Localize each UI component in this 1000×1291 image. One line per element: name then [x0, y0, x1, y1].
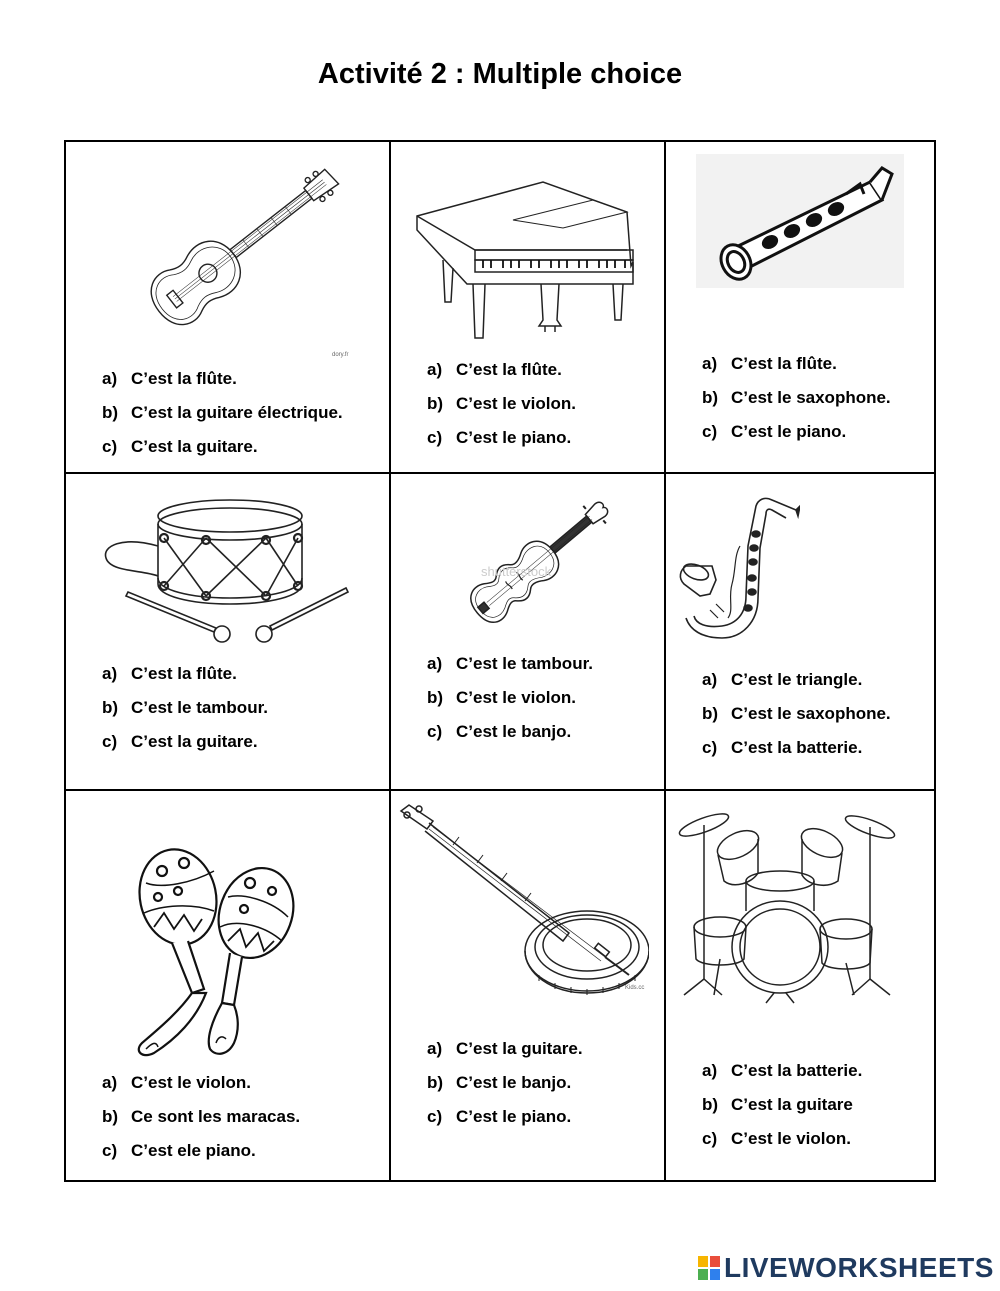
answer-option-c[interactable]: c) C’est le piano.	[702, 422, 847, 441]
question-card-violin	[391, 474, 666, 791]
answer-option-b[interactable]: b) C’est le banjo.	[427, 1073, 572, 1092]
answer-options	[102, 369, 343, 471]
answer-options	[427, 654, 593, 756]
drum-image	[102, 486, 354, 648]
logo-mark-icon	[698, 1256, 720, 1280]
answer-option-a[interactable]: a) C’est la flûte.	[102, 369, 237, 388]
answer-option-c[interactable]: c) C’est le violon.	[702, 1129, 851, 1148]
drum-kit-image	[674, 799, 898, 1007]
answer-options	[102, 664, 268, 766]
answer-option-b[interactable]: b) C’est la guitare électrique.	[102, 403, 343, 422]
answer-option-b[interactable]: b) C’est le violon.	[427, 394, 576, 413]
answer-option-c[interactable]: c) C’est la guitare.	[102, 437, 258, 456]
grand-piano-image	[413, 180, 643, 342]
question-card-banjo	[391, 791, 666, 1180]
banjo-image	[399, 801, 649, 1007]
maracas-image	[132, 843, 308, 1059]
answer-options	[702, 670, 891, 772]
answer-option-b[interactable]: b) C’est le tambour.	[102, 698, 268, 717]
question-card-saxophone	[666, 474, 934, 791]
question-card-drum-kit	[666, 791, 934, 1180]
answer-option-a[interactable]: a) C’est le violon.	[102, 1073, 251, 1092]
answer-option-c[interactable]: c) C’est le banjo.	[427, 722, 572, 741]
answer-options	[427, 360, 576, 462]
answer-option-b[interactable]: b) Ce sont les maracas.	[102, 1107, 301, 1126]
image-credit: dory.fr	[332, 352, 349, 358]
acoustic-guitar-image	[110, 152, 350, 360]
logo-tile	[710, 1269, 720, 1280]
answer-options	[702, 354, 891, 456]
answer-option-c[interactable]: c) C’est la batterie.	[702, 738, 863, 757]
image-credit: Kids.cc	[625, 985, 645, 991]
logo-tile	[698, 1269, 708, 1280]
violin-image	[441, 484, 621, 652]
flute-image	[696, 154, 904, 288]
answer-options	[702, 1061, 862, 1163]
answer-option-a[interactable]: a) C’est le triangle.	[702, 670, 863, 689]
answer-option-b[interactable]: b) C’est la guitare	[702, 1095, 853, 1114]
answer-option-c[interactable]: c) C’est le piano.	[427, 428, 572, 447]
answer-options	[102, 1073, 300, 1175]
answer-option-c[interactable]: c) C’est ele piano.	[102, 1141, 256, 1160]
answer-option-a[interactable]: a) C’est la flûte.	[102, 664, 237, 683]
answer-options	[427, 1039, 583, 1141]
logo-tile	[710, 1256, 720, 1267]
question-card-drum	[66, 474, 391, 791]
image-credit: shutterstock	[481, 564, 552, 579]
answer-option-a[interactable]: a) C’est la batterie.	[702, 1061, 863, 1080]
answer-option-b[interactable]: b) C’est le saxophone.	[702, 704, 891, 723]
answer-option-a[interactable]: a) C’est le tambour.	[427, 654, 593, 673]
logo-wordmark: LIVEWORKSHEETS	[724, 1252, 994, 1283]
answer-option-b[interactable]: b) C’est le saxophone.	[702, 388, 891, 407]
question-card-maracas	[66, 791, 391, 1180]
logo-tile	[698, 1256, 708, 1267]
answer-option-b[interactable]: b) C’est le violon.	[427, 688, 576, 707]
question-grid	[64, 140, 936, 1182]
answer-option-a[interactable]: a) C’est la guitare.	[427, 1039, 583, 1058]
answer-option-c[interactable]: c) C’est le piano.	[427, 1107, 572, 1126]
saxophone-image	[676, 486, 800, 644]
question-card-flute	[666, 142, 934, 474]
question-card-piano	[391, 142, 666, 474]
question-card-guitar	[66, 142, 391, 474]
answer-option-c[interactable]: c) C’est la guitare.	[102, 732, 258, 751]
liveworksheets-logo[interactable]	[698, 1252, 994, 1284]
answer-option-a[interactable]: a) C’est la flûte.	[427, 360, 562, 379]
worksheet-title: Activité 2 : Multiple choice	[317, 58, 683, 90]
answer-option-a[interactable]: a) C’est la flûte.	[702, 354, 837, 373]
